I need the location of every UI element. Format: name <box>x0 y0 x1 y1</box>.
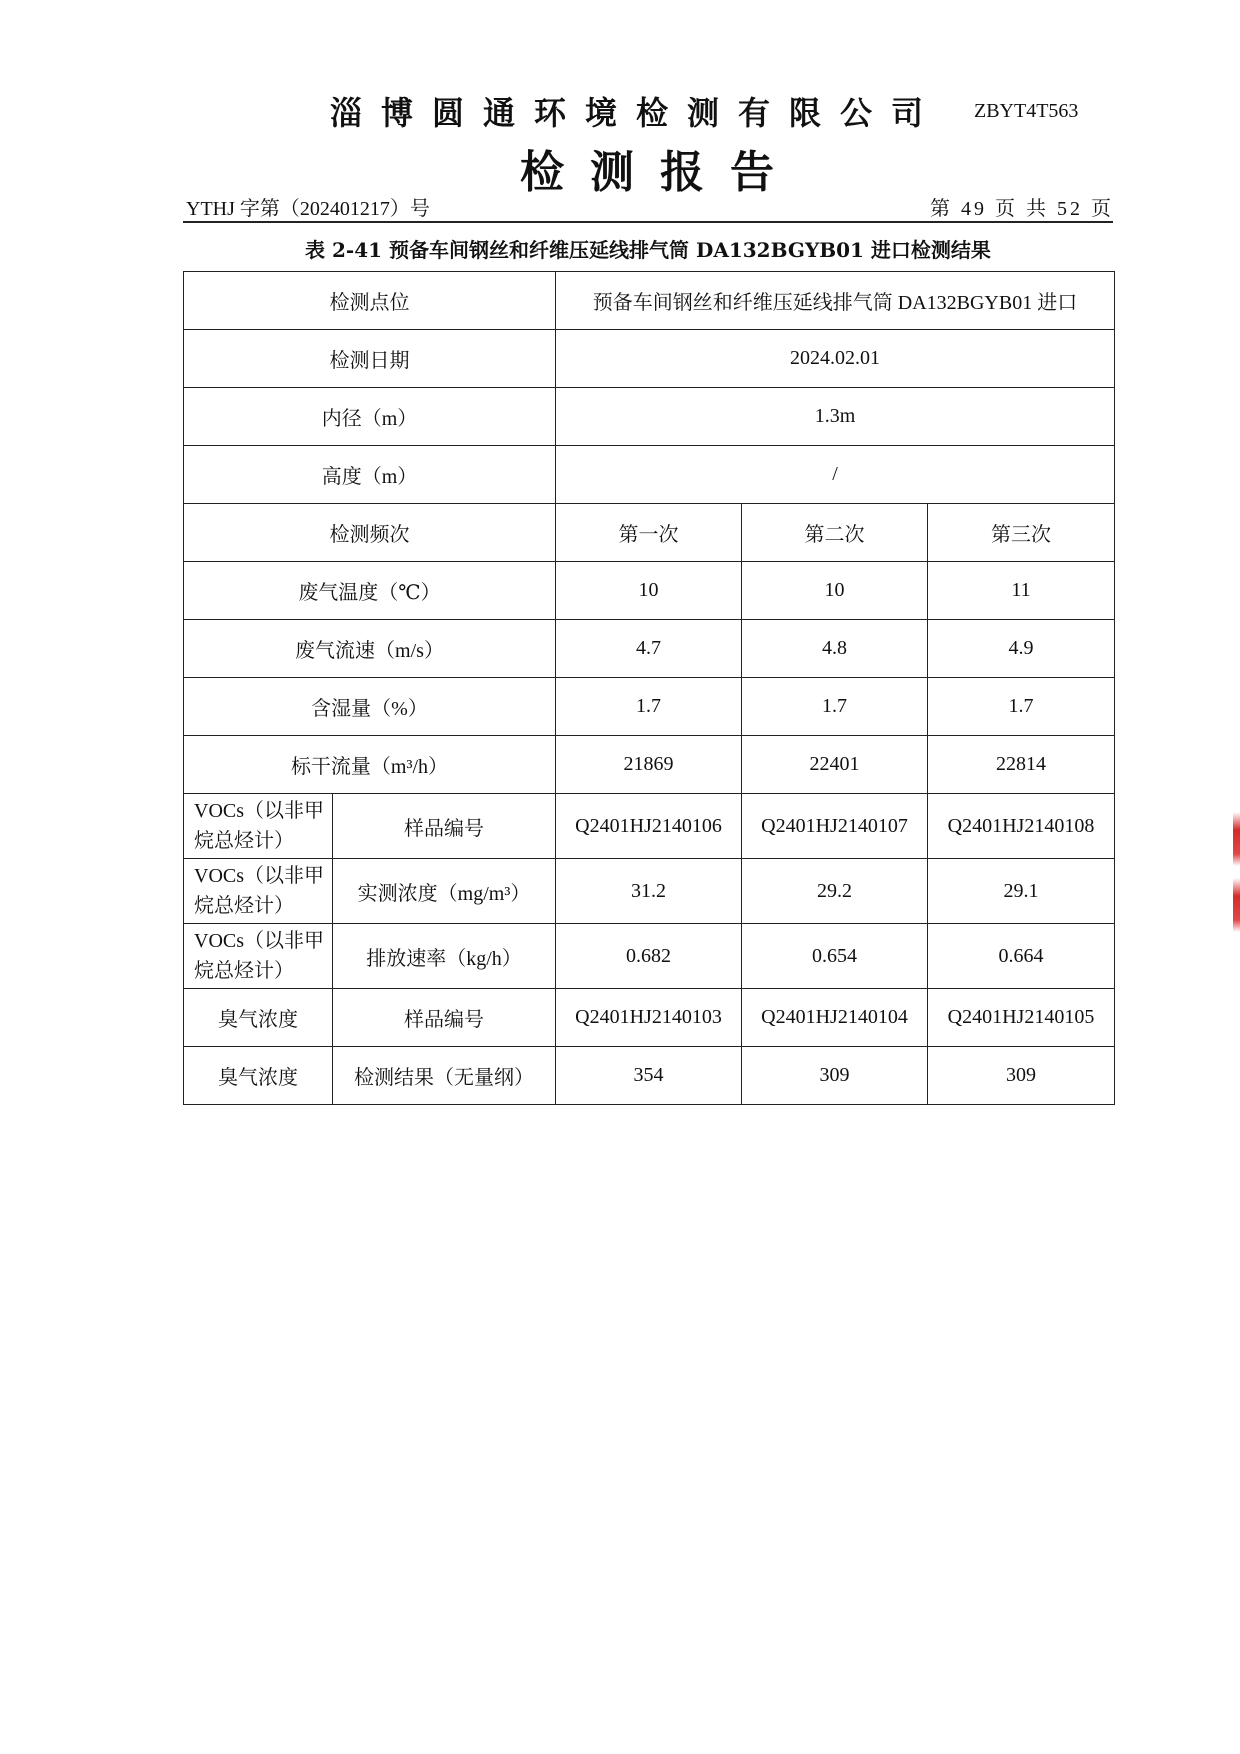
pollutant-value: 354 <box>556 1047 742 1105</box>
info-label: 检测点位 <box>184 272 556 330</box>
frequency-column: 第二次 <box>742 504 928 562</box>
pollutant-value: 0.664 <box>928 924 1115 989</box>
info-label: 高度（m） <box>184 446 556 504</box>
param-value: 22814 <box>928 736 1115 794</box>
table-row <box>184 859 1115 924</box>
table-row <box>184 794 1115 859</box>
results-table <box>183 271 1115 1105</box>
param-label: 废气流速（m/s） <box>184 620 556 678</box>
pollutant-item: 排放速率（kg/h） <box>333 924 556 989</box>
pollutant-group: VOCs（以非甲烷总烃计） <box>184 859 333 924</box>
page-indicator: 第 49 页 共 52 页 <box>930 198 1114 220</box>
header-divider <box>183 221 1113 223</box>
info-label: 检测日期 <box>184 330 556 388</box>
param-value: 1.7 <box>928 678 1115 736</box>
pollutant-group: VOCs（以非甲烷总烃计） <box>184 924 333 989</box>
pollutant-value: 29.1 <box>928 859 1115 924</box>
param-value: 11 <box>928 562 1115 620</box>
pollutant-value: 0.682 <box>556 924 742 989</box>
param-label: 废气温度（℃） <box>184 562 556 620</box>
table-row <box>184 1047 1115 1105</box>
param-value: 4.8 <box>742 620 928 678</box>
table-row <box>184 924 1115 989</box>
table-row <box>184 989 1115 1047</box>
pollutant-value: Q2401HJ2140104 <box>742 989 928 1047</box>
table-row <box>184 330 1115 388</box>
pollutant-item: 检测结果（无量纲） <box>333 1047 556 1105</box>
param-label: 标干流量（m³/h） <box>184 736 556 794</box>
table-row <box>184 562 1115 620</box>
pollutant-value: Q2401HJ2140108 <box>928 794 1115 859</box>
pollutant-value: Q2401HJ2140107 <box>742 794 928 859</box>
frequency-label: 检测频次 <box>184 504 556 562</box>
pollutant-group: 臭气浓度 <box>184 989 333 1047</box>
pollutant-value: 31.2 <box>556 859 742 924</box>
param-label: 含湿量（%） <box>184 678 556 736</box>
company-name: 淄博圆通环境检测有限公司 <box>330 94 943 132</box>
table-row <box>184 678 1115 736</box>
frequency-column: 第一次 <box>556 504 742 562</box>
param-value: 21869 <box>556 736 742 794</box>
pollutant-value: 0.654 <box>742 924 928 989</box>
pollutant-item: 实测浓度（mg/m³） <box>333 859 556 924</box>
param-value: 1.7 <box>556 678 742 736</box>
frequency-column: 第三次 <box>928 504 1115 562</box>
pollutant-value: 309 <box>742 1047 928 1105</box>
pollutant-value: Q2401HJ2140103 <box>556 989 742 1047</box>
pollutant-group: 臭气浓度 <box>184 1047 333 1105</box>
info-value: / <box>556 446 1115 504</box>
table-row <box>184 736 1115 794</box>
info-value: 2024.02.01 <box>556 330 1115 388</box>
report-number: YTHJ 字第（202401217）号 <box>186 198 430 220</box>
table-row <box>184 388 1115 446</box>
pollutant-group: VOCs（以非甲烷总烃计） <box>184 794 333 859</box>
info-label: 内径（m） <box>184 388 556 446</box>
table-row <box>184 446 1115 504</box>
pollutant-value: 29.2 <box>742 859 928 924</box>
report-title: 检测报告 <box>520 147 800 198</box>
info-value: 1.3m <box>556 388 1115 446</box>
pollutant-value: 309 <box>928 1047 1115 1105</box>
table-row <box>184 620 1115 678</box>
param-value: 10 <box>556 562 742 620</box>
param-value: 1.7 <box>742 678 928 736</box>
pollutant-item: 样品编号 <box>333 989 556 1047</box>
table-row <box>184 504 1115 562</box>
table-caption: 表 2-41 预备车间钢丝和纤维压延线排气筒 DA132BGYB01 进口检测结果 <box>305 238 991 262</box>
pollutant-value: Q2401HJ2140105 <box>928 989 1115 1047</box>
param-value: 4.7 <box>556 620 742 678</box>
red-seal-edge <box>1233 812 1240 932</box>
info-value: 预备车间钢丝和纤维压延线排气筒 DA132BGYB01 进口 <box>556 272 1115 330</box>
param-value: 10 <box>742 562 928 620</box>
pollutant-value: Q2401HJ2140106 <box>556 794 742 859</box>
param-value: 4.9 <box>928 620 1115 678</box>
pollutant-item: 样品编号 <box>333 794 556 859</box>
param-value: 22401 <box>742 736 928 794</box>
table-row <box>184 272 1115 330</box>
document-code: ZBYT4T563 <box>974 100 1079 122</box>
